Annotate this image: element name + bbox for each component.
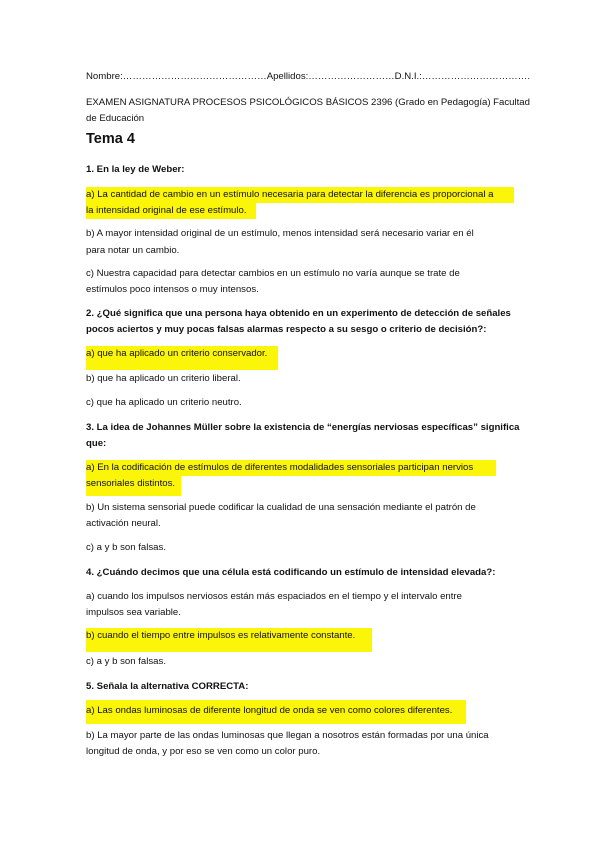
q1-answer-c-line-2: estímulos poco intensos o muy intensos. bbox=[86, 284, 259, 295]
q4-answer-b: b) cuando el tiempo entre impulsos es relativamente constante. bbox=[86, 630, 356, 641]
exam-title-line-1: EXAMEN ASIGNATURA PROCESOS PSICOLÓGICOS BÁSICOS 2396 (Grado en Pedagogía) Facultad bbox=[86, 97, 530, 108]
tema-heading: Tema 4 bbox=[86, 131, 135, 147]
q4-answer-a-line-2: impulsos sea variable. bbox=[86, 607, 181, 618]
question-1-text: 1. En la ley de Weber: bbox=[86, 164, 185, 175]
q2-answer-b: b) que ha aplicado un criterio liberal. bbox=[86, 373, 241, 384]
question-3-line-1: 3. La idea de Johannes Müller sobre la existencia de “energías nerviosas específicas” significa bbox=[86, 422, 520, 433]
q4-answer-c: c) a y b son falsas. bbox=[86, 656, 166, 667]
q3-answer-b-line-1: b) Un sistema sensorial puede codificar la cualidad de una sensación mediante el patrón de bbox=[86, 502, 476, 513]
q3-answer-c: c) a y b son falsas. bbox=[86, 542, 166, 553]
q3-answer-b-line-2: activación neural. bbox=[86, 518, 161, 529]
q3-answer-a-line-2: sensoriales distintos. bbox=[86, 478, 176, 489]
question-2-line-1: 2. ¿Qué significa que una persona haya obtenido en un experimento de detección de señales bbox=[86, 308, 511, 319]
student-fields-line: Nombre:………………………………………Apellidos:………………………D.N.I.:……………………………. bbox=[86, 71, 531, 82]
q1-answer-b-line-2: para notar un cambio. bbox=[86, 245, 180, 256]
q5-answer-b-line-1: b) La mayor parte de las ondas luminosas que llegan a nosotros están formadas por una única bbox=[86, 730, 489, 741]
question-3-line-2: que: bbox=[86, 438, 107, 449]
q1-answer-a-line-2: la intensidad original de ese estímulo. bbox=[86, 205, 247, 216]
q4-answer-a-line-1: a) cuando los impulsos nerviosos están más espaciados en el tiempo y el intervalo entre bbox=[86, 591, 462, 602]
q2-answer-a: a) que ha aplicado un criterio conservador. bbox=[86, 348, 268, 359]
question-2-line-2: pocos aciertos y muy pocas falsas alarmas respecto a su sesgo o criterio de decisión?: bbox=[86, 324, 487, 335]
q1-answer-c-line-1: c) Nuestra capacidad para detectar cambios en un estímulo no varía aunque se trate de bbox=[86, 268, 460, 279]
question-5-text: 5. Señala la alternativa CORRECTA: bbox=[86, 681, 249, 692]
q1-answer-b-line-1: b) A mayor intensidad original de un estímulo, menos intensidad será necesario variar en él bbox=[86, 228, 474, 239]
question-4-text: 4. ¿Cuándo decimos que una célula está codificando un estímulo de intensidad elevada?: bbox=[86, 567, 496, 578]
q5-answer-a: a) Las ondas luminosas de diferente longitud de onda se ven como colores diferentes. bbox=[86, 705, 453, 716]
q1-answer-a-line-1: a) La cantidad de cambio en un estímulo necesaria para detectar la diferencia es proporcional a bbox=[86, 189, 494, 200]
q2-answer-c: c) que ha aplicado un criterio neutro. bbox=[86, 397, 242, 408]
exam-title-line-2: de Educación bbox=[86, 113, 145, 124]
q5-answer-b-line-2: longitud de onda, y por eso se ven como un color puro. bbox=[86, 746, 321, 757]
q3-answer-a-line-1: a) En la codificación de estímulos de diferentes modalidades sensoriales participan nervios bbox=[86, 462, 474, 473]
